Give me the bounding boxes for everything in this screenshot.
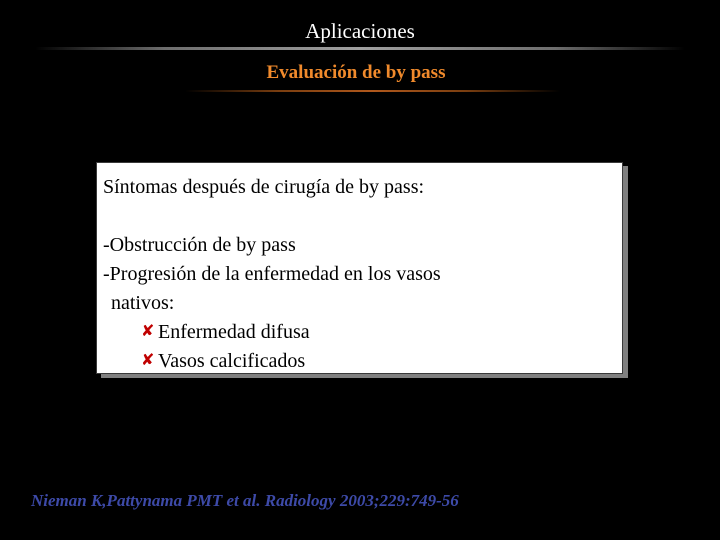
- box-line-obstruction: -Obstrucción de by pass: [103, 234, 296, 256]
- bullet-text: Vasos calcificados: [158, 350, 306, 372]
- red-x-icon: ✘: [141, 321, 155, 340]
- box-line-native: nativos:: [111, 292, 175, 314]
- bullet-text: Enfermedad difusa: [158, 321, 310, 343]
- bullet-item: [103, 347, 622, 376]
- box-spacer: [103, 202, 622, 231]
- box-heading: Síntomas después de cirugía de by pass:: [103, 176, 425, 198]
- slide-subtitle: Evaluación de by pass: [266, 62, 446, 83]
- title-divider: [35, 47, 685, 50]
- subtitle-divider: [185, 90, 560, 92]
- bullet-item: [103, 318, 622, 347]
- citation: Nieman K,Pattynama PMT et al. Radiology 2003;229:749-56: [31, 491, 459, 510]
- red-x-icon: ✘: [141, 350, 155, 369]
- slide-title: Aplicaciones: [305, 19, 415, 43]
- box-line-progression: -Progresión de la enfermedad en los vasos: [103, 263, 441, 285]
- content-box: [96, 162, 623, 374]
